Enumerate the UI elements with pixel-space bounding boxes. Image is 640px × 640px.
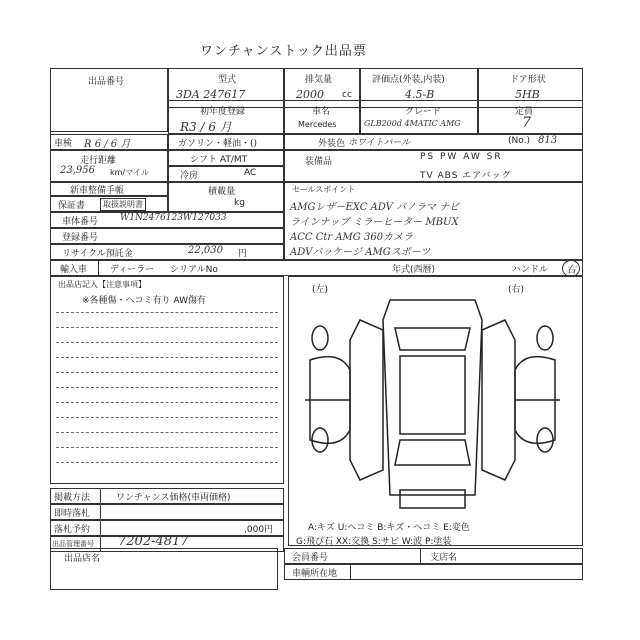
fuel-value: ガソリン・軽油・()	[178, 139, 258, 149]
notes-first-line: ※各種傷・ヘコミ有り AW傷有	[82, 296, 206, 306]
first-reg-label: 初年度登録	[200, 107, 246, 117]
chassis-label: 車体番号	[62, 217, 99, 227]
diagram-right-label: (右)	[508, 285, 525, 295]
handle-label: ハンドル	[512, 265, 549, 275]
location-label: 車輌所在地	[292, 569, 338, 579]
color-no-value: 813	[538, 135, 558, 146]
displacement-value: 2000	[296, 88, 324, 101]
handle-value: 右	[562, 260, 580, 277]
score-value: 4.5-B	[405, 88, 435, 101]
mileage-value: 23,956	[60, 165, 95, 176]
lot-mgmt-label: 出品管理番号	[52, 540, 94, 548]
diagram-legend-1: A:キズ U:ヘコミ B:キズ・ヘコミ E:変色	[308, 523, 470, 533]
new-car-warranty-label: 新車整備手帳	[70, 186, 125, 196]
import-label: 輸入車	[60, 265, 88, 275]
score-label: 評価点(外装,内装)	[372, 75, 445, 85]
manual-label: 取扱説明書	[100, 198, 146, 211]
reg-no-label: 登録番号	[62, 233, 99, 243]
ac-label: 冷房	[180, 171, 199, 181]
equipment-row2: TV ABS エアバッグ	[420, 171, 512, 181]
capacity-label: 定員	[515, 107, 534, 117]
method-label: 掲載方法	[54, 493, 91, 503]
model-value: 3DA 247617	[176, 88, 246, 101]
recycle-unit: 円	[238, 249, 248, 259]
sales-point-4: ADVパッケージ AMGスポーツ	[290, 247, 431, 258]
member-label: 会員番号	[292, 553, 329, 563]
capacity-value: 7	[522, 115, 531, 131]
model-label: 型式	[218, 75, 237, 85]
color-no-label: (No.)	[508, 136, 530, 146]
payload-unit: kg	[234, 198, 245, 208]
reserve-label: 落札予約	[54, 525, 91, 535]
ac-value: AC	[244, 168, 257, 178]
reserve-unit: ,000円	[244, 525, 274, 535]
shop-name-label: 出品店名	[64, 554, 101, 564]
sales-points-label: セールスポイント	[292, 185, 356, 194]
equipment-row1: PS PW AW SR	[420, 152, 503, 162]
inspection-value: R 6 / 6 月	[84, 139, 131, 150]
serial-label: シリアルNo	[170, 265, 218, 275]
grade-label: グレード	[405, 107, 442, 117]
inspection-label: 車検	[54, 139, 73, 149]
notes-box	[50, 276, 284, 484]
displacement-unit: cc	[342, 90, 352, 100]
name-label: 車名	[312, 107, 331, 117]
diagram-legend-2: G:飛び石 XX:交換 S:サビ W:波 P:塗装	[296, 537, 452, 547]
mileage-unit: km/マイル	[110, 168, 149, 177]
sales-point-1: AMGレザーEXC ADV パノラマ ナビ	[290, 202, 460, 213]
year-label: 年式(西暦)	[392, 265, 436, 275]
diagram-left-label: (左)	[312, 285, 329, 295]
chassis-value: W1N2476123W127033	[120, 213, 227, 223]
recycle-value: 22,030	[188, 245, 223, 256]
branch-label: 支店名	[430, 553, 458, 563]
dealer-label: ディーラー	[110, 265, 155, 275]
color-label: 外装色	[318, 139, 346, 149]
mileage-label: 走行距離	[80, 156, 117, 166]
doors-label: ドア形状	[510, 75, 546, 85]
sales-point-3: ACC Ctr AMG 360カメラ	[290, 232, 414, 243]
car-outline-diagram	[300, 290, 570, 520]
sales-point-2: ラインナップ ミラーヒーター MBUX	[290, 217, 459, 228]
payload-label: 積載量	[208, 187, 236, 197]
grade-value: GLB200d 4MATIC AMG	[364, 119, 461, 128]
color-value: ホワイトパール	[348, 138, 411, 148]
warranty-label: 保証書	[58, 201, 86, 211]
lot-mgmt-value: 7202-4817	[118, 534, 189, 549]
doors-value: 5HB	[515, 88, 540, 101]
lot-number-label: 出品番号	[88, 77, 125, 87]
method-value: ワンチャンス価格(車両価格)	[116, 493, 231, 503]
notes-heading: 出品店記入【注意事項】	[58, 280, 146, 289]
form-title: ワンチャンストック出品票	[200, 44, 367, 59]
equipment-label: 装備品	[305, 157, 333, 167]
shift-value: シフト AT/MT	[190, 155, 248, 165]
name-value: Mercedes	[298, 120, 337, 129]
displacement-label: 排気量	[305, 75, 333, 85]
recycle-label: リサイクル預託金	[62, 249, 133, 259]
reject-label: 即時落札	[54, 509, 91, 519]
first-reg-value: R3 / 6 月	[180, 120, 232, 134]
